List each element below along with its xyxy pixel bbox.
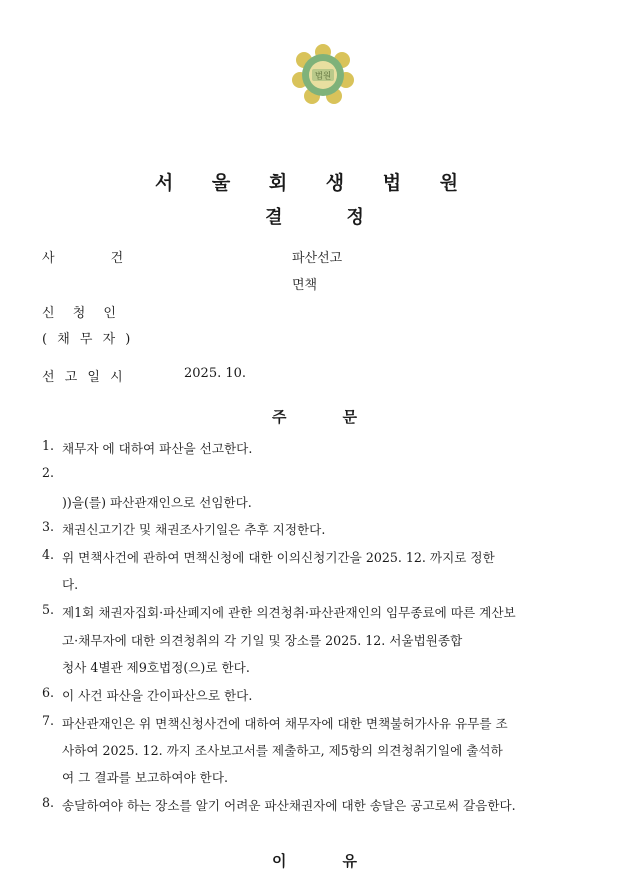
applicant-label: 신 청 인	[42, 306, 123, 321]
order-item-7-line-3: 여 그 결과를 보고하여야 한다.	[62, 770, 229, 785]
reason-section-title	[0, 850, 629, 871]
order-section-title	[0, 406, 629, 427]
court-name: 서 울 회 생 법 원	[154, 172, 475, 194]
order-item-6-number: 6.	[42, 685, 55, 700]
emblem-text: 법원	[314, 71, 332, 82]
case-value-1: 파산선고	[292, 251, 343, 266]
reason-title-second: 유	[342, 852, 357, 870]
order-item-4-line-2: 다.	[62, 577, 79, 592]
reason-title-first: 이	[272, 852, 287, 870]
case-label	[42, 247, 123, 266]
document-title-second: 정	[346, 207, 364, 228]
declaration-date-label: 선 고 일 시	[42, 370, 126, 385]
order-item-8-line-1: 송달하여야 하는 장소를 알기 어려운 파산채권자에 대한 송달은 공고로써 갈음한다.	[62, 798, 516, 813]
order-item-2-number: 2.	[42, 465, 55, 480]
order-item-4-number: 4.	[42, 547, 55, 562]
order-title-second: 문	[342, 408, 357, 426]
order-item-6-line-1: 이 사건 파산을 간이파산으로 한다.	[62, 688, 253, 703]
order-item-1-line-1: 채무자 에 대하여 파산을 선고한다.	[62, 441, 253, 456]
order-item-3-line-1: 채권신고기간 및 채권조사기일은 추후 지정한다.	[62, 522, 326, 537]
order-item-7-line-2: 사하여 2025. 12. 까지 조사보고서를 제출하고, 제5항의 의견청취기일에 출석하	[62, 743, 503, 758]
order-title-first: 주	[272, 408, 287, 426]
order-item-5-line-2: 고·채무자에 대한 의견청취의 각 기일 및 장소를 2025. 12. 서울법원종합	[62, 633, 463, 648]
declaration-date-value: 2025. 10.	[184, 366, 247, 381]
case-label-a: 사	[42, 251, 55, 266]
court-emblem	[290, 42, 356, 108]
order-item-5-line-1: 제1회 채권자집회·파산폐지에 관한 의견청취·파산관재인의 임무종료에 따른 계산보	[62, 605, 516, 620]
case-label-b: 건	[110, 251, 124, 266]
order-item-4-line-1: 위 면책사건에 관하여 면책신청에 대한 이의신청기간을 2025. 12. 까지로 정한	[62, 550, 495, 565]
order-item-2-line-2: ))을(를) 파산관재인으로 선임한다.	[62, 495, 252, 510]
order-item-1-number: 1.	[42, 438, 55, 453]
document-title	[0, 203, 629, 229]
order-item-5-line-3: 청사 4별관 제9호법정(으)로 한다.	[62, 660, 250, 675]
document-title-first: 결	[265, 207, 283, 228]
order-item-7-line-1: 파산관재인은 위 면책신청사건에 대하여 채무자에 대한 면책불허가사유 유무를 조	[62, 716, 508, 731]
order-item-8-number: 8.	[42, 795, 55, 810]
order-item-5-number: 5.	[42, 602, 55, 617]
applicant-sub-label: ( 채 무 자 )	[42, 332, 134, 347]
case-value-2: 면책	[292, 278, 318, 293]
order-item-7-number: 7.	[42, 713, 55, 728]
order-item-3-number: 3.	[42, 519, 55, 534]
